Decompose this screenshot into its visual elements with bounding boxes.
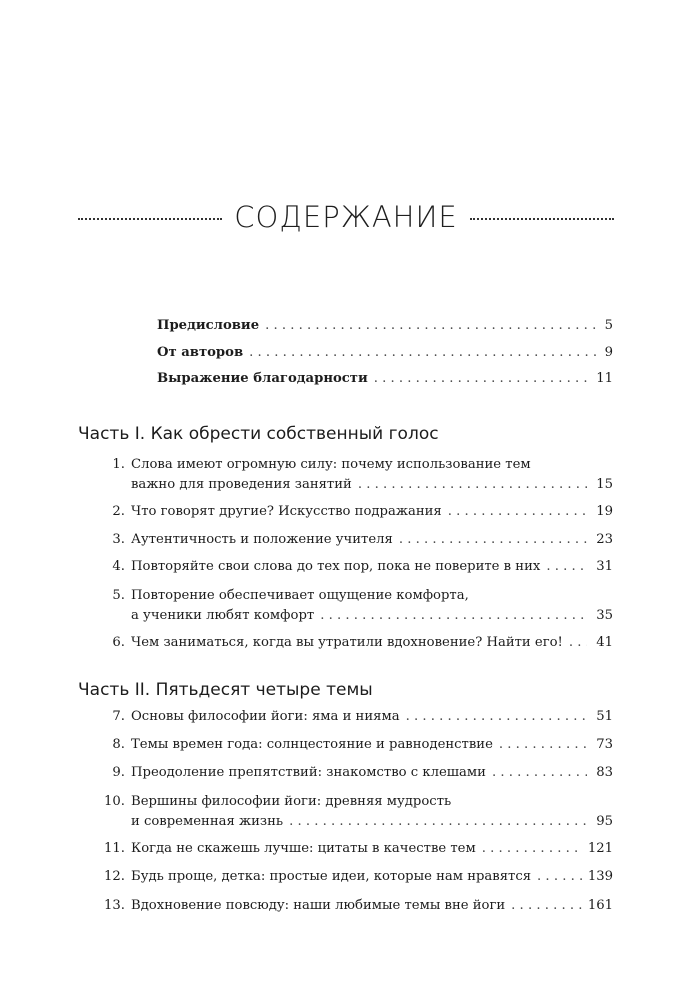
chapter-title-line2: и современная жизнь: [131, 814, 284, 829]
toc-chapter-11[interactable]: [100, 839, 613, 859]
chapter-number: 7.: [112, 709, 125, 724]
toc-chapter-3[interactable]: [100, 530, 613, 550]
toc-page-number: 83: [596, 765, 613, 780]
toc-leader-dots: [511, 896, 582, 916]
chapter-title: Вдохновение повсюду: наши любимые темы вне йоги: [131, 898, 506, 913]
chapter-title: Темы времен года: солнцестояние и равноденствие: [131, 737, 493, 752]
toc-leader-dots: [448, 502, 587, 522]
chapter-title-line2: а ученики любят комфорт: [131, 608, 315, 623]
toc-entry-from-authors[interactable]: [157, 344, 613, 362]
toc-page-number: 73: [596, 737, 613, 752]
toc-chapter-12[interactable]: [100, 867, 613, 887]
toc-leader-dots: [265, 317, 599, 335]
chapter-number: 13.: [104, 898, 125, 913]
toc-leader-dots: [537, 867, 582, 887]
chapter-title: Чем заниматься, когда вы утратили вдохновение? Найти его!: [131, 635, 563, 650]
chapter-number: 4.: [112, 559, 125, 574]
toc-page-number: 5: [604, 318, 613, 333]
toc-leader-dots: [320, 606, 587, 626]
heading-dotted-rule-left: [78, 218, 222, 220]
chapter-title: Преодоление препятствий: знакомство с клешами: [131, 765, 486, 780]
part-1-heading: Часть I. Как обрести собственный голос: [78, 424, 439, 444]
toc-page-number: 121: [587, 841, 613, 856]
chapter-title: Аутентичность и положение учителя: [131, 532, 393, 547]
chapter-number: 10.: [104, 794, 125, 809]
chapter-title-line1: Слова имеют огромную силу: почему использование тем: [131, 457, 531, 472]
chapter-title: Когда не скажешь лучше: цитаты в качестве тем: [131, 841, 476, 856]
page-title: СОДЕРЖАНИЕ: [234, 200, 458, 234]
toc-entry-title: Выражение благодарности: [157, 371, 368, 386]
chapter-title-line1: Повторение обеспечивает ощущение комфорта,: [131, 588, 469, 603]
toc-page-number: 161: [587, 898, 613, 913]
toc-chapter-1[interactable]: [100, 455, 613, 495]
toc-page-number: 35: [596, 608, 613, 623]
chapter-title: Основы философии йоги: яма и нияма: [131, 709, 400, 724]
chapter-title-line2: важно для проведения занятий: [131, 477, 352, 492]
chapter-title: Что говорят другие? Искусство подражания: [131, 504, 442, 519]
heading-dotted-rule-right: [470, 218, 614, 220]
chapter-title-line1: Вершины философии йоги: древняя мудрость: [131, 794, 452, 809]
toc-chapter-9[interactable]: [100, 763, 613, 783]
toc-page-number: 15: [596, 477, 613, 492]
contents-heading-row: [78, 192, 614, 242]
chapter-number: 8.: [112, 737, 125, 752]
chapter-number: 9.: [112, 765, 125, 780]
chapter-title: Будь проще, детка: простые идеи, которые нам нравятся: [131, 869, 532, 884]
toc-page-number: 31: [596, 559, 613, 574]
toc-leader-dots: [289, 812, 587, 832]
toc-chapter-2[interactable]: [100, 502, 613, 522]
toc-chapter-5[interactable]: [100, 586, 613, 626]
toc-page-number: 11: [596, 371, 613, 386]
toc-chapter-4[interactable]: [100, 557, 613, 577]
chapter-number: 6.: [112, 635, 125, 650]
chapter-number: 12.: [104, 869, 125, 884]
toc-entry-title: От авторов: [157, 345, 244, 360]
toc-page-number: 23: [596, 532, 613, 547]
chapter-number: 1.: [112, 457, 125, 472]
toc-chapter-10[interactable]: [100, 792, 613, 832]
chapter-title: Повторяйте свои слова до тех пор, пока не поверите в них: [131, 559, 541, 574]
toc-page-number: 51: [596, 709, 613, 724]
toc-leader-dots: [249, 344, 599, 362]
part-2-heading: Часть II. Пятьдесят четыре темы: [78, 680, 373, 700]
toc-entry-title: Предисловие: [157, 318, 260, 333]
chapter-number: 11.: [104, 841, 125, 856]
toc-leader-dots: [374, 370, 590, 388]
toc-leader-dots: [406, 707, 587, 727]
chapter-number: 3.: [112, 532, 125, 547]
toc-chapter-7[interactable]: [100, 707, 613, 727]
toc-leader-dots: [569, 633, 587, 653]
toc-entry-preface[interactable]: [157, 317, 613, 335]
toc-page-number: 19: [596, 504, 613, 519]
toc-page-number: 9: [604, 345, 613, 360]
toc-leader-dots: [499, 735, 587, 755]
toc-chapter-6[interactable]: [100, 633, 613, 653]
toc-leader-dots: [546, 557, 587, 577]
chapter-number: 5.: [112, 588, 125, 603]
toc-leader-dots: [492, 763, 587, 783]
toc-leader-dots: [358, 475, 587, 495]
toc-chapter-8[interactable]: [100, 735, 613, 755]
toc-leader-dots: [399, 530, 587, 550]
toc-entry-acknowledgements[interactable]: [157, 370, 613, 388]
toc-chapter-13[interactable]: [100, 896, 613, 916]
toc-page-number: 139: [587, 869, 613, 884]
toc-page-number: 95: [596, 814, 613, 829]
toc-page-number: 41: [596, 635, 613, 650]
chapter-number: 2.: [112, 504, 125, 519]
toc-leader-dots: [482, 839, 582, 859]
